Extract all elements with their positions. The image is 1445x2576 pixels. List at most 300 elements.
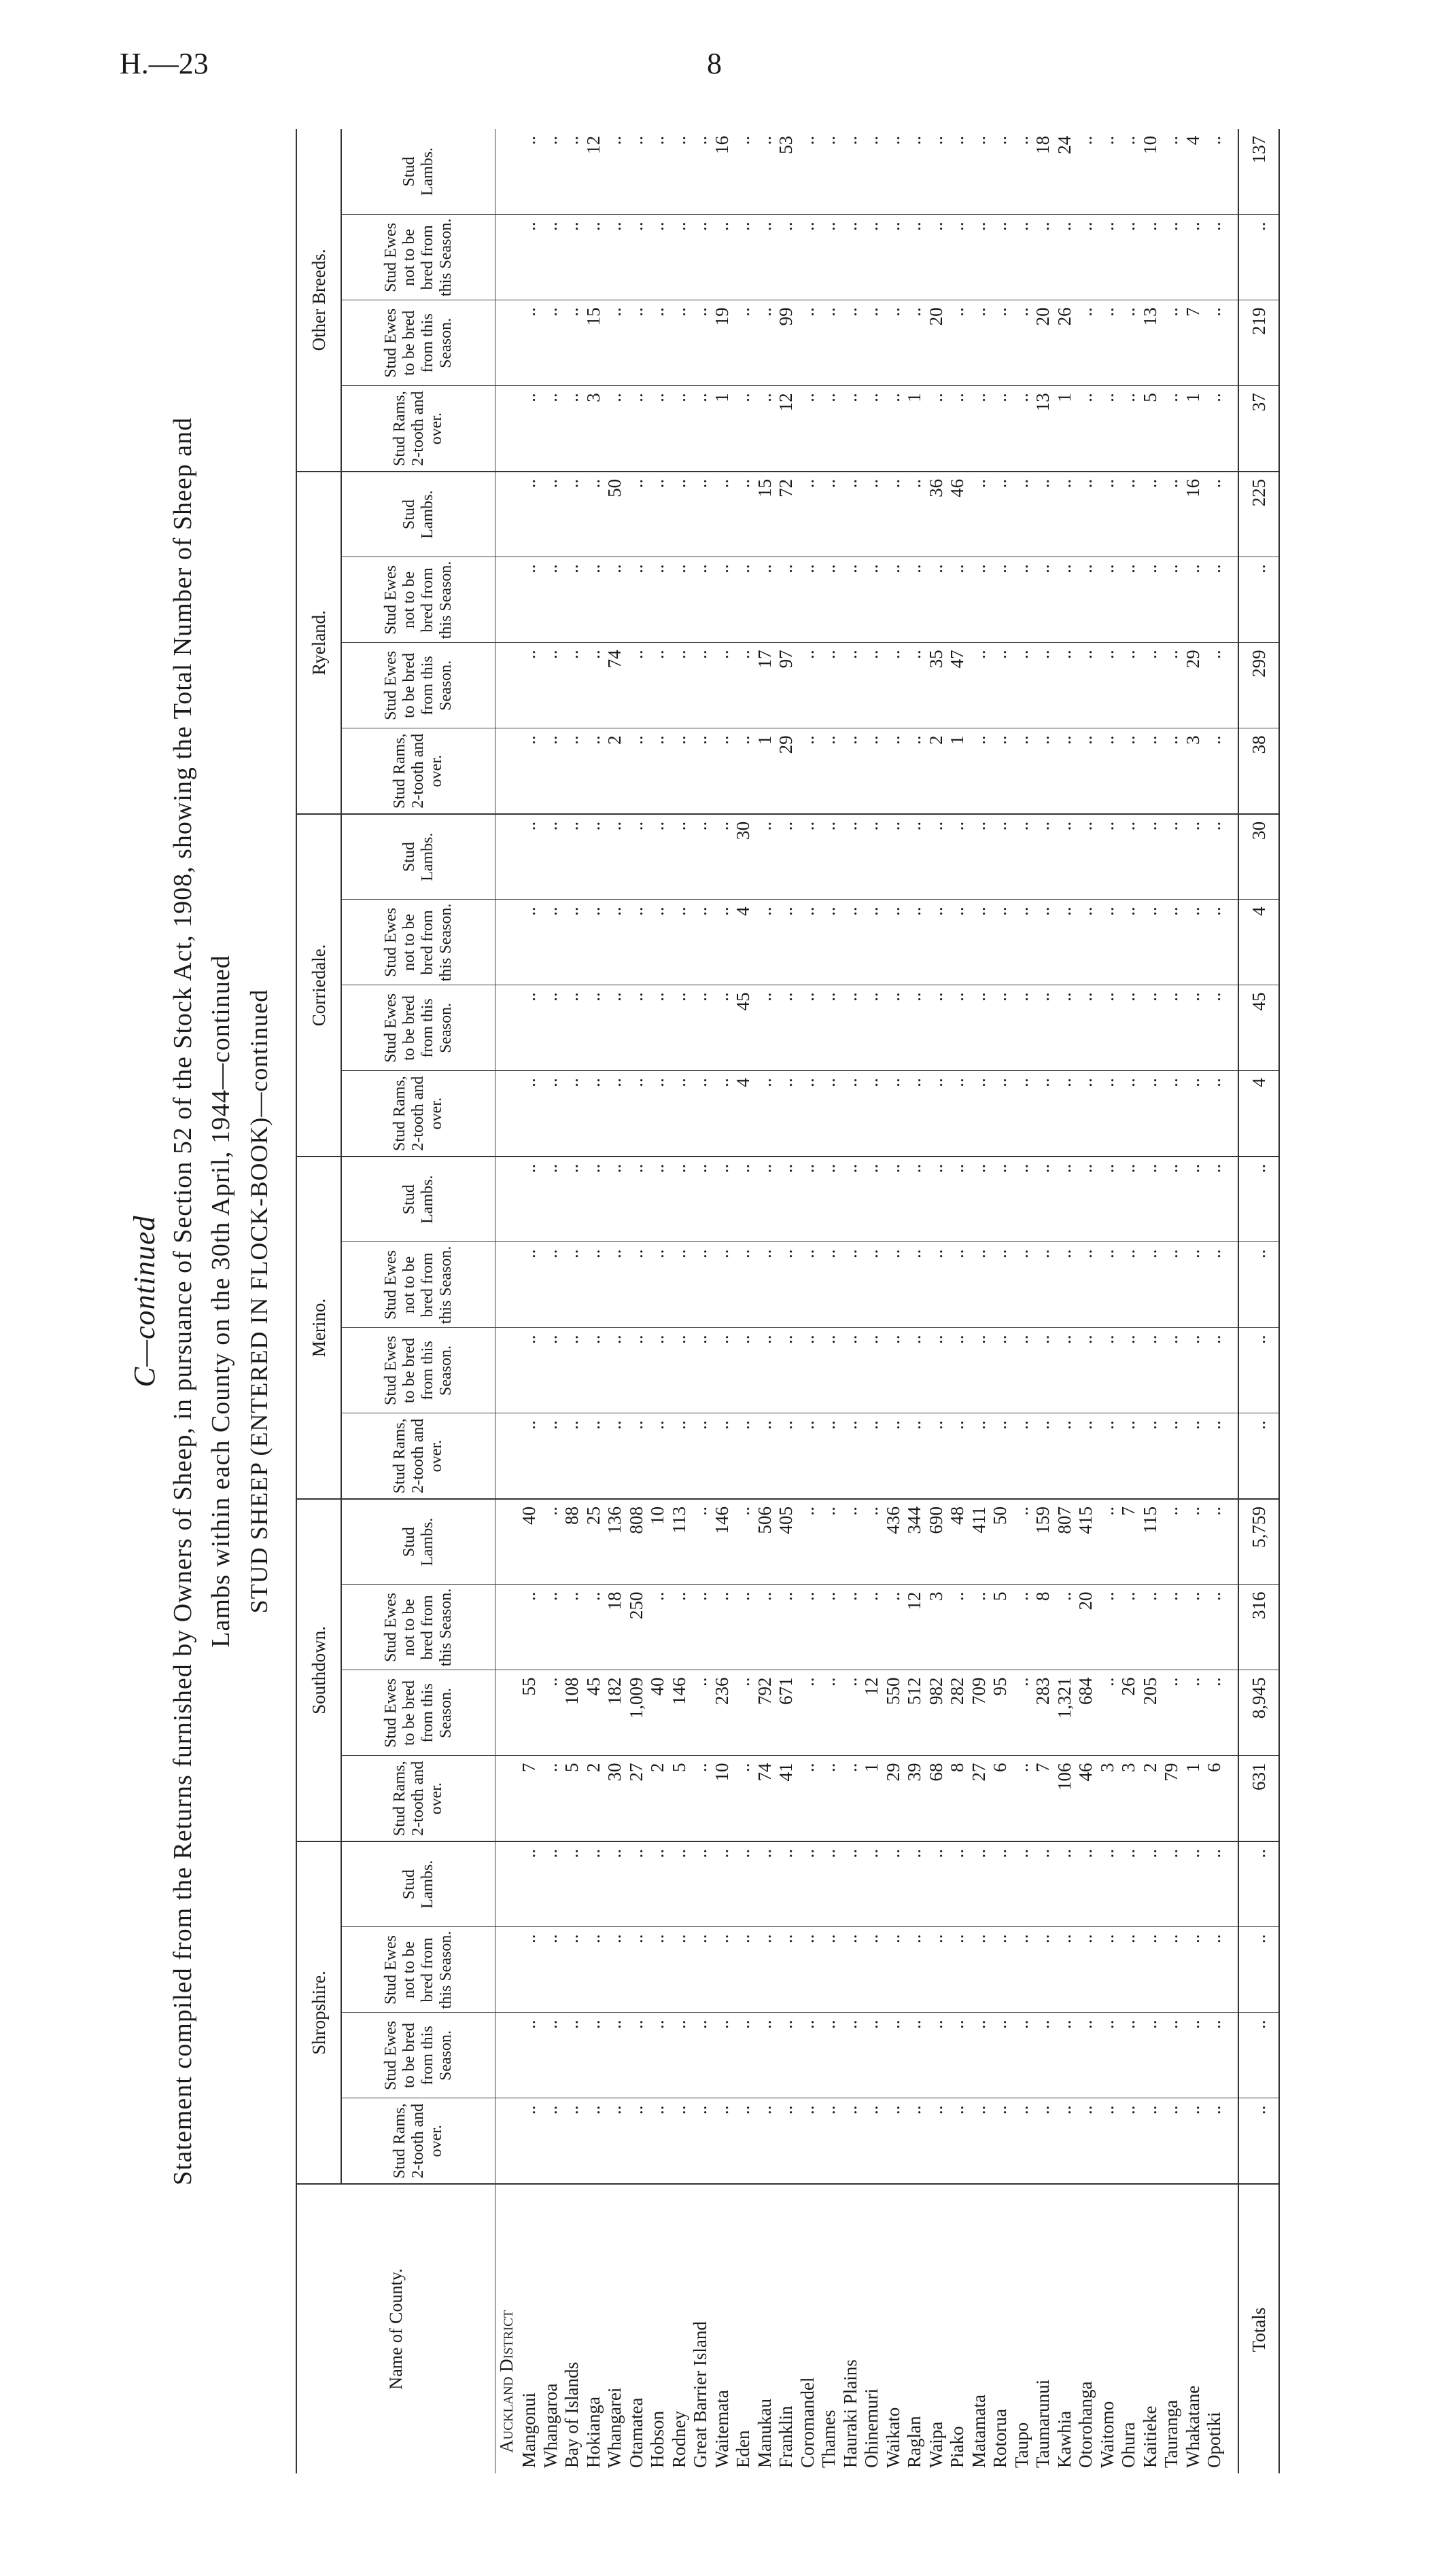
table-cell: .. [690,1927,712,2013]
table-cell: .. [797,1242,819,1328]
table-cell: .. [690,1328,712,1413]
table-cell: .. [519,1927,540,2013]
table-cell: .. [776,1328,797,1413]
table-cell: 26 [1054,300,1076,386]
table-cell: .. [540,2098,562,2184]
table-cell: .. [947,2013,969,2098]
table-cell: .. [1054,1071,1076,1157]
table-cell: .. [840,1585,862,1670]
table-cell: 6 [1204,1756,1225,1841]
table-cell: 3 [926,1585,947,1670]
table-cell: .. [647,129,669,215]
table-cell: 88 [561,1499,583,1585]
table-cell: 72 [776,472,797,557]
table-cell: .. [1032,2013,1054,2098]
table-cell: .. [540,1071,562,1157]
table-cell: .. [1161,472,1183,557]
table-cell: .. [1011,1670,1033,1756]
table-cell: .. [1118,1413,1140,1499]
table-cell: .. [626,1242,648,1328]
table-row [1183,129,1204,2473]
table-cell: .. [583,985,605,1071]
table-cell [1225,1499,1238,1585]
table-cell: .. [904,2013,926,2098]
table-cell: 5 [990,1585,1011,1670]
table-cell [495,643,519,728]
table-cell: .. [1032,728,1054,814]
table-cell: .. [754,300,776,386]
table-cell: .. [1075,1413,1097,1499]
table-cell: .. [669,1413,691,1499]
totals-row [1238,129,1279,2473]
county-name: Coromandel [797,2377,818,2468]
table-cell: .. [904,1841,926,1927]
table-cell: .. [540,129,562,215]
table-cell: .. [690,1756,712,1841]
table-cell: .. [733,2098,754,2184]
table-cell: .. [712,215,733,300]
table-cell: 12 [583,129,605,215]
table-cell: .. [840,728,862,814]
subheader-lambs: Stud Lambs. [341,1157,495,1242]
table-cell: 55 [519,1670,540,1756]
table-cell: .. [883,215,905,300]
table-cell: .. [583,2098,605,2184]
county-name: Rodney [668,2411,689,2468]
table-cell: .. [904,643,926,728]
table-cell: .. [1161,1841,1183,1927]
table-cell [495,2013,519,2098]
table-cell: .. [1204,386,1225,472]
table-cell: .. [1097,1927,1119,2013]
table-cell: .. [947,900,969,985]
county-name: Opotiki [1204,2412,1224,2468]
table-cell: .. [1075,129,1097,215]
subheader-lambs: Stud Lambs. [341,1499,495,1585]
table-cell: .. [690,2098,712,2184]
table-cell: .. [1161,1157,1183,1242]
table-cell: .. [1161,985,1183,1071]
table-cell: .. [561,386,583,472]
table-cell: .. [904,215,926,300]
table-cell: .. [990,129,1011,215]
table-cell: 30 [733,814,754,900]
table-cell: 115 [1140,1499,1162,1585]
table-cell: .. [604,2013,626,2098]
table-cell: .. [969,2013,990,2098]
table-cell: .. [1118,1328,1140,1413]
table-cell: .. [840,1756,862,1841]
table-cell: .. [647,557,669,643]
table-cell: .. [519,2013,540,2098]
table-cell: .. [861,129,883,215]
table-row [604,129,626,2473]
table-cell: .. [818,1841,840,1927]
table-cell: .. [969,643,990,728]
table-cell: .. [540,1499,562,1585]
table-cell: .. [969,1841,990,1927]
breed-header: Corriedale. [296,814,341,1157]
table-cell: 792 [754,1670,776,1756]
table-cell: .. [540,1413,562,1499]
table-cell: .. [904,557,926,643]
table-cell: 74 [604,643,626,728]
table-cell: .. [818,728,840,814]
table-cell: .. [926,2013,947,2098]
table-cell: .. [1118,985,1140,1071]
table-cell: 8,945 [1238,1670,1279,1756]
table-cell: 283 [1032,1670,1054,1756]
table-cell: .. [1238,1927,1279,2013]
table-cell: .. [733,1927,754,2013]
table-cell: .. [1118,472,1140,557]
table-cell: .. [926,2098,947,2184]
table-cell: .. [561,1841,583,1927]
table-cell: .. [690,1071,712,1157]
table-cell: .. [818,2013,840,2098]
table-cell: .. [712,814,733,900]
table-cell: .. [861,1413,883,1499]
table-cell: .. [647,1157,669,1242]
table-row [840,129,862,2473]
table-cell: .. [947,1328,969,1413]
county-name: Ohinemuri [861,2388,882,2468]
table-cell: .. [861,386,883,472]
table-cell: .. [861,215,883,300]
table-cell: .. [754,129,776,215]
table-cell [1225,557,1238,643]
table-cell [1225,985,1238,1071]
table-cell [1225,2013,1238,2098]
table-cell [1225,1157,1238,1242]
table-cell: .. [712,1157,733,1242]
table-cell: .. [626,300,648,386]
table-cell: .. [1204,985,1225,1071]
page-number: 8 [707,47,722,80]
subheader-rams: Stud Rams, 2-tooth and over. [341,1071,495,1157]
table-cell: .. [883,1157,905,1242]
table-cell: .. [733,1328,754,1413]
table-cell: .. [1204,1413,1225,1499]
table-cell: .. [733,1670,754,1756]
table-cell: .. [604,1242,626,1328]
table-cell: .. [1140,1585,1162,1670]
table-cell: .. [1032,1157,1054,1242]
table-cell: .. [626,129,648,215]
table-cell: .. [604,900,626,985]
table-row [754,129,776,2473]
table-cell: .. [797,1927,819,2013]
table-cell: .. [647,1585,669,1670]
table-cell: .. [1011,300,1033,386]
table-cell: .. [647,386,669,472]
table-cell: .. [1140,1841,1162,1927]
table-cell [495,1499,519,1585]
table-cell: .. [1118,1585,1140,1670]
table-cell: .. [1118,728,1140,814]
table-cell: .. [583,1841,605,1927]
table-cell [495,1841,519,1927]
table-cell: .. [883,300,905,386]
table-cell: .. [1054,2013,1076,2098]
table-cell: .. [947,386,969,472]
table-cell: .. [1032,215,1054,300]
county-name [1225,2184,1238,2473]
table-cell: .. [754,1071,776,1157]
breed-header: Ryeland. [296,472,341,814]
table-cell: 3 [1097,1756,1119,1841]
table-cell: .. [1140,1927,1162,2013]
table-cell: .. [797,472,819,557]
table-cell: .. [776,1242,797,1328]
table-cell: .. [904,1157,926,1242]
table-cell: .. [561,129,583,215]
table-cell: .. [1183,900,1204,985]
table-cell: .. [754,2013,776,2098]
table-cell [495,814,519,900]
county-name: Waitomo [1096,2401,1117,2468]
table-cell: .. [926,557,947,643]
table-cell: 5 [1140,386,1162,472]
table-cell [495,1242,519,1328]
table-cell: .. [947,129,969,215]
table-cell [1225,1670,1238,1756]
table-cell: .. [669,814,691,900]
table-cell: 25 [583,1499,605,1585]
table-cell: .. [733,1585,754,1670]
table-cell: 137 [1238,129,1279,215]
table-cell: .. [1183,1927,1204,2013]
table-cell: .. [540,386,562,472]
table-cell: .. [861,1157,883,1242]
county-name: Totals [1238,2184,1279,2473]
table-cell [1225,1242,1238,1328]
table-cell: .. [519,1841,540,1927]
table-cell: .. [861,1927,883,2013]
county-name: Otamatea [625,2397,646,2468]
table-cell: .. [797,1328,819,1413]
table-cell: .. [1118,1071,1140,1157]
table-cell: .. [647,2013,669,2098]
table-cell: .. [926,129,947,215]
table-cell: 12 [776,386,797,472]
table-cell: .. [947,1841,969,1927]
table-cell: 5 [669,1756,691,1841]
table-cell: .. [947,814,969,900]
table-cell: .. [990,643,1011,728]
table-cell: .. [797,1499,819,1585]
table-cell: .. [926,215,947,300]
table-cell: .. [626,1328,648,1413]
table-cell: 99 [776,300,797,386]
table-cell: .. [733,1756,754,1841]
subheader-rams: Stud Rams, 2-tooth and over. [341,1413,495,1499]
table-cell: .. [647,300,669,386]
table-cell: .. [1118,814,1140,900]
table-cell: .. [990,386,1011,472]
table-cell: 17 [754,643,776,728]
table-cell: .. [1204,1585,1225,1670]
table-cell: .. [647,643,669,728]
table-cell: .. [861,1071,883,1157]
table-cell: 30 [1238,814,1279,900]
table-cell: .. [947,557,969,643]
table-cell: 74 [754,1756,776,1841]
county-name: Thames [818,2410,839,2468]
table-cell: .. [1204,2098,1225,2184]
table-cell: .. [1011,985,1033,1071]
table-cell: .. [1054,472,1076,557]
table-cell: .. [1011,215,1033,300]
table-cell: .. [1238,1413,1279,1499]
table-cell: .. [990,215,1011,300]
table-cell: .. [1204,1841,1225,1927]
table-cell: .. [754,386,776,472]
county-name: Manukau [754,2399,775,2468]
county-name: Bay of Islands [561,2362,582,2468]
table-cell: .. [1011,814,1033,900]
table-cell: .. [990,814,1011,900]
table-cell: .. [1118,1157,1140,1242]
table-cell: .. [1011,472,1033,557]
table-cell [1225,1328,1238,1413]
table-row [818,129,840,2473]
table-cell: .. [519,728,540,814]
table-cell: .. [647,814,669,900]
table-cell: .. [669,300,691,386]
table-cell: 27 [969,1756,990,1841]
table-cell: .. [1032,1927,1054,2013]
table-cell: .. [1075,1841,1097,1927]
table-cell: .. [712,2098,733,2184]
table-cell: .. [797,300,819,386]
table-cell: .. [1161,129,1183,215]
subheader-ewes-not-bred: Stud Ewes not to be bred from this Season. [341,900,495,985]
table-cell: .. [840,1157,862,1242]
table-cell: .. [1204,1670,1225,1756]
table-cell: .. [990,1927,1011,2013]
table-row [1161,129,1183,2473]
table-cell: .. [969,2098,990,2184]
county-name: Mangonui [519,2393,539,2468]
table-cell: .. [583,728,605,814]
table-cell: .. [926,1157,947,1242]
table-cell: .. [712,1413,733,1499]
table-cell: .. [947,1157,969,1242]
table-cell: .. [883,1328,905,1413]
table-cell: .. [604,1413,626,1499]
table-row [561,129,583,2473]
table-cell: .. [1011,728,1033,814]
table-cell: .. [861,728,883,814]
table-cell: .. [797,1413,819,1499]
table-cell: .. [1204,1242,1225,1328]
table-row [519,129,540,2473]
table-cell: .. [540,2013,562,2098]
table-cell: .. [926,900,947,985]
table-cell: .. [818,1157,840,1242]
table-cell: .. [604,814,626,900]
table-cell: .. [1097,300,1119,386]
table-cell: .. [797,1756,819,1841]
table-cell: .. [519,985,540,1071]
table-cell: .. [1054,1157,1076,1242]
table-cell: .. [1183,2098,1204,2184]
table-cell: 68 [926,1756,947,1841]
table-cell: .. [840,643,862,728]
table-cell: .. [797,215,819,300]
table-cell: .. [1054,1841,1076,1927]
table-row [1075,129,1097,2473]
table-cell: .. [519,1157,540,1242]
table-cell: 219 [1238,300,1279,386]
table-cell: 39 [904,1756,926,1841]
table-cell: .. [840,386,862,472]
table-cell: 1 [1054,386,1076,472]
table-cell: .. [818,1756,840,1841]
table-cell: 40 [519,1499,540,1585]
table-cell [1225,1756,1238,1841]
subheader-ewes-not-bred: Stud Ewes not to be bred from this Season. [341,1585,495,1670]
table-cell: .. [1140,215,1162,300]
table-cell: 20 [1075,1585,1097,1670]
table-cell: .. [669,1071,691,1157]
table-cell: 250 [626,1585,648,1670]
table-cell: 29 [776,728,797,814]
table-cell: 807 [1054,1499,1076,1585]
table-cell: 13 [1032,386,1054,472]
table-cell: .. [990,1242,1011,1328]
table-cell: .. [818,472,840,557]
table-cell: .. [969,1585,990,1670]
table-cell: .. [1161,1927,1183,2013]
county-name: Otorohanga [1075,2381,1096,2468]
table-cell: .. [990,985,1011,1071]
table-cell: .. [1183,557,1204,643]
table-cell: .. [969,728,990,814]
table-cell: 53 [776,129,797,215]
table-cell: .. [626,814,648,900]
table-cell: .. [1032,557,1054,643]
table-cell: .. [947,1585,969,1670]
table-cell: 27 [626,1756,648,1841]
county-name: Whakatane [1182,2385,1203,2468]
table-cell: .. [883,814,905,900]
table-cell: .. [540,900,562,985]
table-cell: 46 [1075,1756,1097,1841]
table-cell: .. [583,1157,605,1242]
table-cell: .. [561,1157,583,1242]
table-cell: .. [797,643,819,728]
table-cell: .. [797,1071,819,1157]
table-cell: .. [733,2013,754,2098]
table-cell: .. [1183,1585,1204,1670]
table-cell: .. [883,985,905,1071]
table-cell: .. [797,129,819,215]
table-cell: .. [1054,643,1076,728]
table-cell [1225,472,1238,557]
table-row [647,129,669,2473]
table-cell: .. [883,728,905,814]
table-row [1118,129,1140,2473]
table-cell: .. [1140,2098,1162,2184]
table-cell: .. [883,2013,905,2098]
table-cell: 50 [990,1499,1011,1585]
table-cell: .. [1075,2013,1097,2098]
rotated-table-sheet [126,129,1404,2473]
table-cell: .. [604,1328,626,1413]
table-cell: .. [840,1242,862,1328]
